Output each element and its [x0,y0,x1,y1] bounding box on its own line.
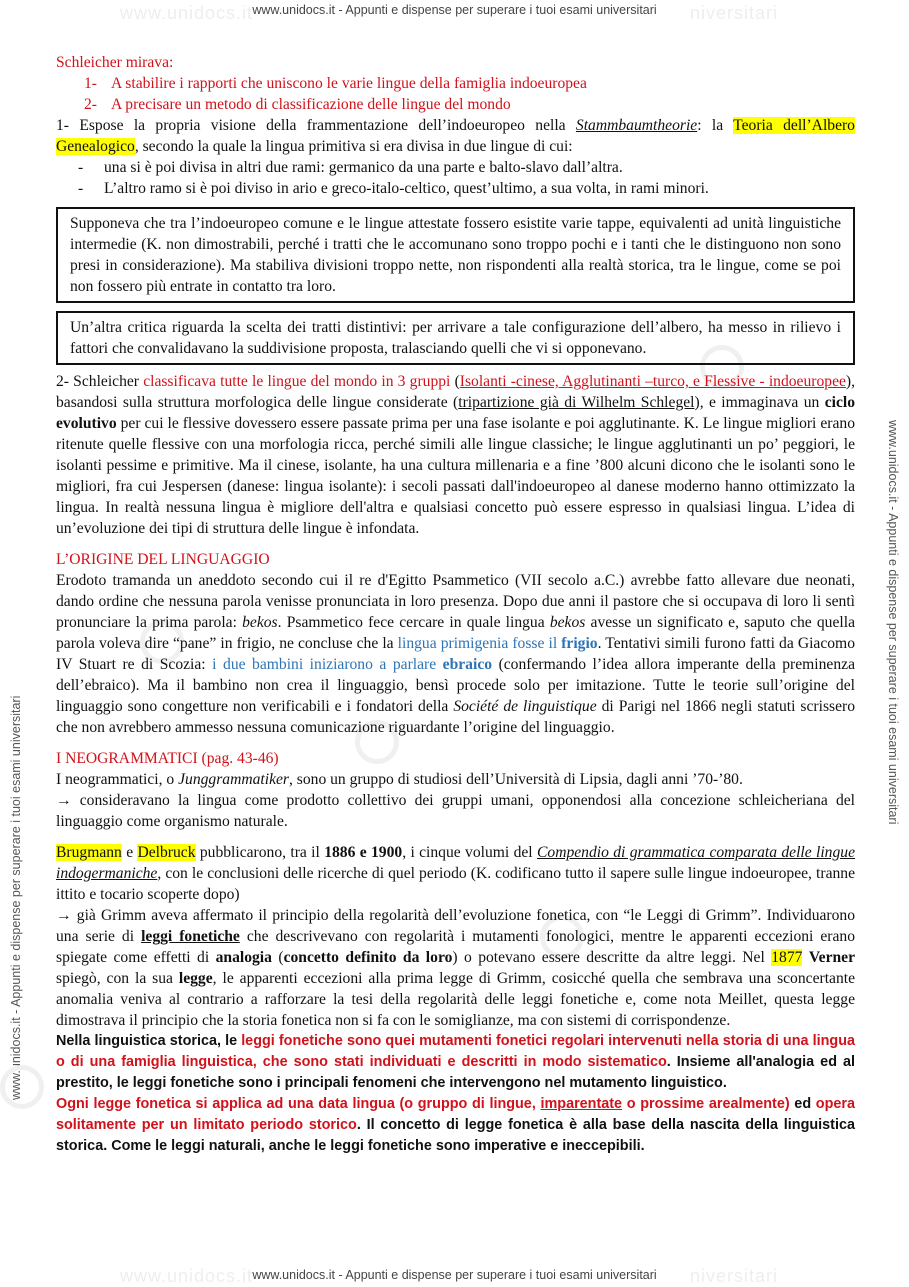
blue-bold-frigio: frigio [561,635,598,652]
term-stammbaumtheorie: Stammbaumtheorie [575,117,698,134]
blue-bold-ebraico: ebraico [442,656,493,673]
bullet-item: - L’altro ramo si è poi diviso in ario e greco-italo-celtico, quest’ultimo, a sua volta, in rami minori. [78,180,709,197]
text-run: per cui le flessive dovessero essere passate prima per una fase isolante e poi agglutinante. K. Le lingue migliori erano ritenute quelle flessive con una morfologia ricca, perché simili alle lingue classiche; le lingue agglutinanti un po’ peggiori, le isolanti pessime e primitive. Ma il cinese, isolante, ha una cultura millenaria e a fine ’800 alcuni dicono che le isolanti sono le migliori, fra cui Jespersen (danese: lingua isolante): i secoli passati dall'indoeuropeo al danese moderno hanno ottimizzato la lingua. In realtà nessuna lingua è migliore dell'altra e qualsiasi concetto può essere espresso in qualsiasi lingua. L’idea di un’evoluzione dei tipi di struttura delle lingue è infondata. [56,415,855,537]
text-run: I neogrammatici, o [56,771,179,788]
text-run: , i cinque volumi del [402,844,537,861]
bullet-item: - una si è poi divisa in altri due rami: germanico da una parte e balto-slavo dall’altra. [78,159,623,176]
text-run: Nella linguistica storica, le [56,1033,242,1049]
text-run: , sono un gruppo di studiosi dell’Università di Lipsia, dagli anni ’70-’80. [288,771,743,788]
paragraph-collettivo: → consideravano la lingua come prodotto collettivo dei gruppi umani, opponendosi alla concezione schleicheriana del linguaggio come organismo naturale. [56,792,855,830]
aim-text: A precisare un metodo di classificazione delle lingue del mondo [111,96,511,113]
watermark-ghost: www.unidocs.it [120,1266,254,1286]
text-run: ( [450,373,460,390]
red-underlined-text: imparentate [540,1096,623,1112]
highlight-brugmann: Brugmann [56,844,122,861]
text-run: avesse un significato e, saputo che quella parola voleva dire “pane” in frigio, ne concluse che la [56,614,855,652]
highlight-delbruck: Delbruck [137,844,196,861]
red-text: classificava tutte le lingue del mondo in 3 gruppi [143,373,451,390]
blue-text: lingua primigenia fosse il [397,635,562,652]
paragraph-classification [56,371,855,539]
highlight-albero-genealogico: Teoria dell’Albero Genealogico [56,117,855,155]
tripartizione: tripartizione già di Wilhelm Schlegel [458,394,695,411]
paragraph-grimm [56,905,855,1031]
text-run: spiegò, con la sua [56,970,179,987]
section-title-neogrammatici [56,748,855,769]
text-run: . Il concetto di legge fonetica è alla base della nascita della linguistica storica. Come le leggi naturali, anche le leggi fonetiche sono imperative e ineccepibili. [56,1117,855,1154]
aim-item [56,94,855,115]
intro-line: Schleicher mirava: [56,54,174,71]
watermark-ghost: niversitari [690,3,779,23]
side-watermark-left: www.unidocs.it - Appunti e dispense per superare i tuoi esami universitari [9,695,23,1100]
text-run: , con le conclusioni delle ricerche di quel periodo (K. codificano tutto il sapere sulle lingue indoeuropee, tranne ittito e tocario scoperte dopo) [56,865,855,903]
leggi-fonetiche: leggi fonetiche [141,928,240,945]
aim-number: 2- [84,96,97,113]
groups-list: Isolanti -cinese, Agglutinanti –turco, e Flessive - indoeuropee [459,373,846,390]
critique-box-1 [56,207,855,303]
text-run: , le apparenti eccezioni alla prima legge di Grimm, cosicché quella che sembrava una sconcertante anomalia veniva al contrario a rafforzare la tesi della regolarità delle leggi fonetiche e, come nota Meillet, questa legge dimostrava il principio che la storia fonetica non si fa con le somiglianze, ma con sistemi di corrispondenze. [56,970,855,1029]
term-bekos: bekos [549,614,586,631]
section-title-origine: L’ORIGINE DEL LINGUAGGIO [56,551,270,568]
red-text: Ogni legge fonetica si applica ad una data lingua (o gruppo di lingue, [56,1096,541,1112]
text-run: → già Grimm aveva affermato il principio della regolarità dell’evoluzione fonetica, con “le Leggi di Grimm”. Individuarono una serie di [56,907,855,945]
red-text: o prossime arealmente) [622,1096,790,1112]
title-text: I NEOGRAMMATICI [56,750,198,767]
red-text: leggi fonetiche sono quei mutamenti fonetici regolari intervenuti nella storia di una lingua o di una famiglia linguistica, che sono stati individuati e descritti in modo sistematico [56,1033,855,1070]
critique-box-2 [56,311,855,365]
watermark-ghost: niversitari [690,1266,779,1286]
watermark-logo-icon [0,1065,44,1109]
header-watermark: www.unidocs.it - Appunti e dispense per superare i tuoi esami universitari [252,3,657,17]
text-run: ), e immaginava un [694,394,825,411]
legge-bold: legge [178,970,213,987]
term-bekos: bekos [242,614,278,631]
side-watermark-right: www.unidocs.it - Appunti e dispense per superare i tuoi esami universitari [886,420,900,825]
page-ref: (pag. 43-46) [197,750,279,767]
text-run: ), basandosi sulla struttura morfologica delle lingue considerate ( [56,373,856,411]
term-societe: Société de linguistique [453,698,597,715]
ciclo-evolutivo: ciclo evolutivo [56,394,856,432]
blue-text: i due bambini iniziarono a parlare [212,656,443,673]
paragraph-brugmann [56,842,855,905]
years-bold: 1886 e 1900 [324,844,403,861]
bullet-text: una si è poi divisa in altri due rami: germanico da una parte e balto-slavo dall’altra. [104,159,623,176]
aim-number: 1- [84,75,97,92]
text-run: ed [789,1096,816,1112]
term-junggrammatiker: Junggrammatiker [178,771,289,788]
bullet-text: L’altro ramo si è poi diviso in ario e greco-italo-celtico, quest’ultimo, a sua volta, in rami minori. [104,180,709,197]
watermark-ghost: www.unidocs.it [120,3,254,23]
text-run: . Insieme all'analogia ed al prestito, le leggi fonetiche sono i principali fenomeni che intervengono nel mutamento linguistico. [56,1054,855,1091]
aim-text: A stabilire i rapporti che uniscono le varie lingue della famiglia indoeuropea [111,75,587,92]
text-run: 1- Espose la propria visione della frammentazione dell’indoeuropeo nella [56,117,576,134]
text-run: che descrivevano con regolarità i mutamenti fonologici, mentre le apparenti eccezioni erano spiegate come effetti di [56,928,855,966]
document-body [56,52,855,1157]
title-compendio: Compendio di grammatica comparata delle lingue indogermaniche [56,844,855,882]
text-run: . Tentativi simili furono fatti da Giacomo IV Stuart re di Scozia: [56,635,855,673]
verner-bold: Verner [808,949,856,966]
text-run: : la [697,117,734,134]
paragraph-applicazione [56,1094,855,1157]
text-run: Erodoto tramanda un aneddoto secondo cui il re d'Egitto Psammetico (VII secolo a.C.) avrebbe fatto allevare due neonati, dando ordine che nessuna parola venisse pronunciata in loro presenza. Dopo due anni il pastore che si occupava di loro li sentì pronunciare la prima parola: [56,572,855,631]
box-text: Un’altra critica riguarda la scelta dei tratti distintivi: per arrivare a tale configurazione dell’albero, ha messo in rilievo i fattori che convalidavano la suddivisione proposta, tralasciando quelli che vi si opponevano. [70,319,841,357]
footer-watermark: www.unidocs.it - Appunti e dispense per superare i tuoi esami universitari [252,1268,657,1282]
analogia-bold: analogia [215,949,272,966]
paragraph-origine [56,570,855,738]
text-run: e [121,844,138,861]
text-run: , secondo la quale la lingua primitiva si era divisa in due lingue di cui: [134,138,573,155]
highlight-1877: 1877 [771,949,803,966]
text-run: ) o potevano essere descritte da altre leggi. Nel [452,949,772,966]
paragraph-stammbaum [56,115,855,157]
text-run: pubblicarono, tra il [195,844,325,861]
concetto-bold: concetto definito da loro [283,949,453,966]
text-run: (confermando l’idea allora imperante della preminenza dell’ebraico). Ma il bambino non crea il linguaggio, bensì procede solo per imitazione. Tutte le teorie sull’origine del linguaggio sono congetture non verificabili e i fondatori della [56,656,855,715]
text-run: di Parigi nel 1866 negli statuti scrissero che non avrebbero ammesso nessuna comunicazione riguardante l’origine del linguaggio. [56,698,855,736]
box-text: Supponeva che tra l’indoeuropeo comune e le lingue attestate fossero esistite varie tappe, equivalenti ad unità linguistiche intermedie (K. non dimostrabili, perché i tratti che le accomunano sono troppo pochi e i tanti che le distinguono non sono presi in considerazione). Ma stabiliva divisioni troppo nette, non rispondenti alla realtà storica, tra le lingue, come se poi non fossero più entrate in contatto tra loro. [70,215,841,295]
aim-item [56,73,855,94]
text-run: ( [271,949,284,966]
paragraph-neogrammatici [56,769,855,790]
text-run: . Psammetico fece cercare in quale lingua [277,614,550,631]
text-run: 2- Schleicher [56,373,144,390]
red-text: opera solitamente per un limitato periodo storico [56,1096,855,1133]
paragraph-definizione [56,1031,855,1094]
